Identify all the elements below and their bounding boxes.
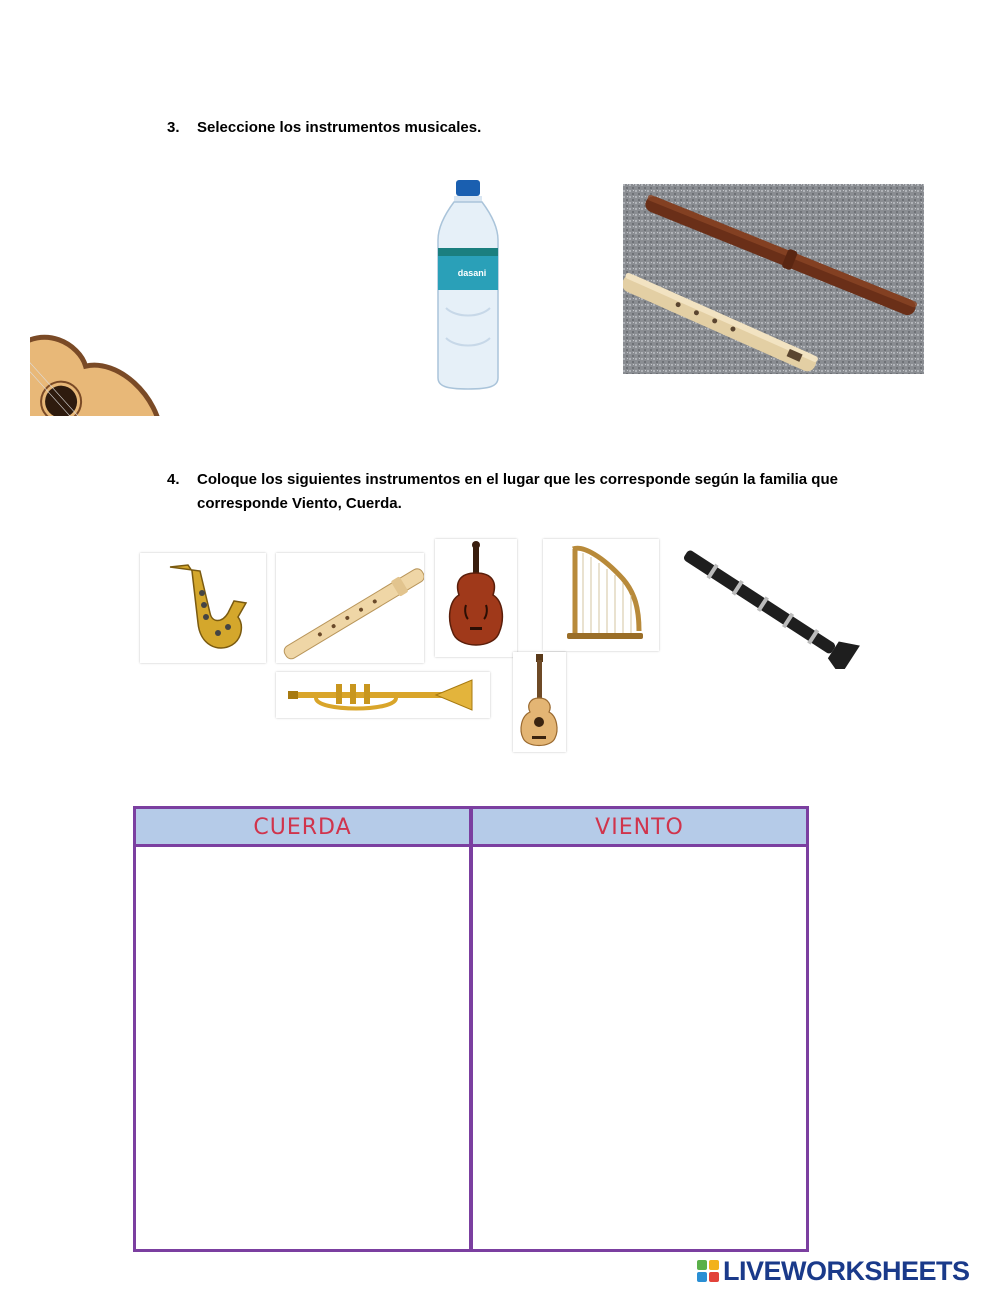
water-bottle-icon (432, 178, 504, 391)
option-flutes-image[interactable] (623, 184, 924, 374)
drop-zone-cuerda[interactable] (136, 847, 469, 1249)
draggable-violin[interactable] (435, 539, 517, 657)
classification-table (133, 806, 809, 1252)
question-3-text: Seleccione los instrumentos musicales. (197, 119, 482, 136)
liveworksheets-logo-text: LIVEWORKSHEETS (723, 1255, 970, 1286)
option-guitar-image[interactable] (30, 158, 286, 416)
drop-zone-viento[interactable] (473, 847, 806, 1249)
header-cuerda: CUERDA (253, 815, 352, 840)
question-4-number: 4. (167, 471, 180, 488)
bottle-label: dasani (457, 268, 487, 278)
recorder-icon (276, 553, 424, 663)
question-4-text: Coloque los siguientes instrumentos en el lugar que les corresponde según la familia que corresponde Viento, Cuerda. (197, 471, 838, 512)
ukulele-icon (513, 652, 566, 752)
option-water-bottle-image[interactable] (432, 178, 504, 391)
draggable-saxophone[interactable] (140, 553, 266, 663)
clarinet-icon (683, 541, 865, 669)
harp-icon (543, 539, 659, 651)
flutes-icon (623, 184, 924, 374)
draggable-trumpet[interactable] (276, 672, 490, 718)
question-3-number: 3. (167, 119, 180, 136)
liveworksheets-logo-icon (697, 1260, 719, 1282)
saxophone-icon (140, 553, 266, 663)
draggable-recorder[interactable] (276, 553, 424, 663)
question-4 (167, 468, 887, 518)
liveworksheets-logo (697, 1256, 970, 1286)
draggable-ukulele[interactable] (513, 652, 566, 752)
trumpet-icon (276, 672, 490, 718)
violin-icon (435, 539, 517, 657)
guitar-icon (30, 158, 286, 416)
header-viento: VIENTO (595, 815, 684, 840)
draggable-clarinet[interactable] (683, 541, 865, 669)
question-3 (167, 116, 887, 140)
draggable-harp[interactable] (543, 539, 659, 651)
